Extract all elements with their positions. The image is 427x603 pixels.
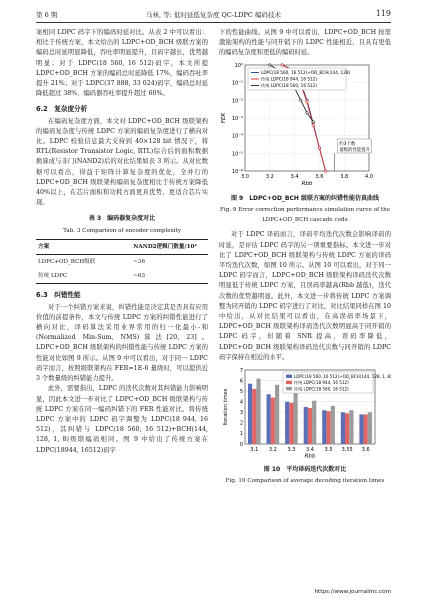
x-tick-label: 4.0 xyxy=(365,173,373,180)
data-point xyxy=(306,100,308,102)
bar xyxy=(267,394,271,444)
legend-swatch xyxy=(286,387,292,391)
bar xyxy=(349,410,353,444)
bar xyxy=(359,414,363,444)
bar xyxy=(304,407,308,444)
y-tick-label: 2 xyxy=(239,420,243,427)
running-title: 马林, 等: 低时延低复杂度 QC-LDPC 编码技术 xyxy=(146,11,281,19)
x-axis-label: Rbb xyxy=(304,453,316,459)
x-tick-label: 3.0 xyxy=(241,173,249,180)
y-tick-label: 1 xyxy=(239,431,243,438)
bar xyxy=(271,398,275,445)
legend-label: LDPC(18 560, 16 512)+OD_BCH(144, 128) xyxy=(261,69,351,75)
table-cell: LDPC+OD_BCH级联 xyxy=(38,259,96,266)
paragraph: 对于 LDPC 译码而言，译码平均迭代次数会影响译码的时延，是评估 LDPC 码字的另一项重要指标。本文进一步对比了 LDPC+OD_BCH 级联架构与传统 LDPC 方案的译码平均迭代次数，如图 10 所示。从图 10 可以看出，对于同一 LDPC 码字而言，LDPC+OD_BCH 级联架构译码迭代次数明显低于传统 LDPC 方案，且误码率越高(Rbb 越低)，迭代次数的优势越明显。此外，本文进一步将传统 LDPC 方案调整为同开销的 LDPC 码字进行了对比，对比结果同样在图 10 中给出，从对比结果可以看出，在高误码率场景下，LDPC+OD_BCH 级联架构译码迭代次数明显高于同开销的 LDPC 码字，但随着 SNR 提高，误码率降低，LDPC+OD_BCH 级联架构译码迭代次数与同开销的 LDPC 码字保持在相近的水平。 xyxy=(219,231,391,361)
legend-swatch xyxy=(286,375,292,379)
legend-label: 传统 LDPC(18 560, 16 512) xyxy=(294,386,349,392)
bar xyxy=(327,411,331,444)
x-tick-label: 3.3 xyxy=(287,447,296,454)
iteration-chart xyxy=(219,366,391,458)
table-header: NAND2逻辑门数量/10⁴ xyxy=(133,243,197,250)
table-title: 表 3 编码器复杂度对比 xyxy=(88,215,156,223)
data-point xyxy=(324,169,326,171)
bar xyxy=(345,413,349,444)
y-tick-label: 10⁻¹ xyxy=(231,80,243,87)
x-tick-label: 3.55 xyxy=(341,447,353,454)
bar xyxy=(294,393,298,444)
table-header: 方案 xyxy=(38,243,50,250)
x-tick-label: 3.2 xyxy=(268,447,277,454)
legend-swatch xyxy=(286,381,292,385)
data-point xyxy=(300,99,302,101)
right-column xyxy=(219,28,391,487)
x-tick-label: 3.4 xyxy=(306,447,314,454)
y-axis-label: Iteration times xyxy=(223,388,229,426)
bar xyxy=(252,389,256,444)
y-tick-label: 4 xyxy=(239,399,243,406)
x-tick-label: 3.5 xyxy=(324,447,333,454)
x-tick-label: 3.1 xyxy=(250,447,259,454)
paragraph: 此外，需要指出，LDPC 的迭代次数对其纠错能力影响明显，因此本文进一步对比了 LDPC+OD_BCH 级联架构与传统 LDPC 方案在同一编码纠错下的 FER 性能对比。将传统 LDPC 方案中的 LDPC 码字调整为 LDPC(18 944, 16 512)，其纠错与 LDPC(18 560, 16 512)+BCH(144, 128, 1, 8)级联编码相同。图 9 中给出了传统方案在 LDPC(18944, 16512)码字 xyxy=(36,385,208,454)
bar xyxy=(331,406,335,444)
y-tick-label: 3 xyxy=(239,410,243,417)
legend-label: LDPC(18 560, 16 512)+OD_BCH(144, 128, 1, 8) xyxy=(294,374,391,380)
journal-url: https://www.journalmc.com xyxy=(314,589,391,595)
y-tick-label: 10⁻² xyxy=(231,97,243,104)
bar xyxy=(322,410,326,444)
figure-caption: 图 10 平均译码迭代次数对比 xyxy=(263,466,347,474)
complexity-table xyxy=(36,239,208,285)
x-axis-label: Rbb xyxy=(301,180,313,187)
issue-number: 第 6 期 xyxy=(36,11,58,19)
y-tick-label: 6 xyxy=(239,378,243,385)
bar xyxy=(289,403,293,444)
table-row xyxy=(36,269,208,284)
bar xyxy=(256,379,260,445)
figure-caption-en: Fig. 9 Error correction performance simulation curve of the LDPC+OD_BCH cascade code xyxy=(219,207,391,224)
paragraph: 对于一个纠错方案来说，纠错性能是决定其是否具有应用价值的前提条件，本文与传统 LDPC 方案的纠错性能进行了横向对比，译码算法采用业界常用的归一化最小-和(Normalized Min-Sum, NMS)算法[20, 23]。LDPC+OD_BCH 级联架构的纠错性能与传统 LDPC 方案的性能对比如图 9 所示。从图 9 中可以看出，对于同一 LDPC 码字而言，按照级联架构在 FER=1E-6 量级时，可以提供近 3 个数量级的纠错能力提升。 xyxy=(36,303,208,383)
data-point xyxy=(312,123,314,125)
fer-chart xyxy=(219,59,391,187)
y-tick-label: 10⁻⁵ xyxy=(231,150,243,157)
figure-10 xyxy=(219,366,391,462)
data-point xyxy=(318,146,320,148)
legend xyxy=(248,68,351,90)
x-tick-label: 3.8 xyxy=(340,173,349,180)
bar xyxy=(312,401,316,444)
legend-label: 传统 LDPC(18 944, 16 512) xyxy=(294,380,349,386)
table-title-en: Tab. 3 Comparison of encoder complexity xyxy=(63,227,181,234)
data-point xyxy=(269,63,271,65)
page-number: 119 xyxy=(375,9,391,18)
figure-9 xyxy=(219,59,391,191)
bar xyxy=(248,384,252,444)
table-cell: ~63 xyxy=(133,273,146,280)
figure-caption-en: Fig. 10 Comparison of average decoding iteration times xyxy=(225,478,385,485)
bar xyxy=(285,402,289,444)
table-cell: ~36 xyxy=(133,259,146,266)
y-axis-label: FER xyxy=(221,112,227,123)
y-tick-label: 5 xyxy=(239,389,243,396)
bar xyxy=(275,385,279,444)
bar xyxy=(308,408,312,444)
annotation-text: 约3个数 xyxy=(339,141,356,147)
x-tick-label: 3.2 xyxy=(265,173,274,180)
table-header-row xyxy=(36,239,208,254)
data-point xyxy=(281,63,283,65)
y-tick-label: 0 xyxy=(239,441,243,448)
paragraph: 案相同 LDPC 码字下的编码时延对比。从表 2 中可以看出：相比于传统方案，本文给出的 LDPC+OD_BCH 级联方案的编码总时延明显降低，吞吐率明显提升，且码字越长，优势越明显；对于 LDPC(18 560, 16 512)码字，本文所提 LDPC+OD_BCH 方案的编码总时延降低 17%，编码吞吐率提升 21%；对于 LDPC(37 888, 33 024)码字，编码总时延降低超过 38%，编码器吞吐率提升超过 60%。 xyxy=(36,29,208,98)
legend-label: 传统 LDPC(18 944, 16 512) xyxy=(261,76,317,82)
paragraph: 下的性能曲线。从图 9 中可以看出，LDPC+OD_BCH 按需激励架构的性能与同开销下的 LDPC 性能相近，且具有更低的编码复杂度和更低的编码时延。 xyxy=(219,29,391,57)
data-point xyxy=(312,120,314,122)
bar xyxy=(368,412,372,444)
y-tick-label: 10⁻³ xyxy=(231,115,243,122)
left-column xyxy=(36,28,208,456)
bar xyxy=(341,412,345,444)
paragraph: 在编码复杂度方面，本文对 LDPC+OD_BCH 级联架构的编码复杂度与传统 LDPC 方案的编码复杂度进行了横向对比。LDPC 校验信息最大支持到 40×128 bit 情况下，将 RTL(Resistor Transistor Logic, RTL)综合后的面积数据换算成与非门(NAND2)后的对比结果如表 3 所示。从对比数据可以看出，得益于矩阵计算复杂度的优化，全并行的 LDPC+OD_BCH 级联架构编码复杂度相比于传统方案降低 40%以上，在芯片面积和功耗方面更具优势，更适合芯片实现。 xyxy=(36,117,208,207)
y-tick-label: 7 xyxy=(239,367,243,374)
table-cell: 传统 LDPC xyxy=(38,273,68,280)
y-tick-label: 10⁻⁴ xyxy=(231,133,243,140)
table-row xyxy=(36,255,208,270)
x-tick-label: 3.6 xyxy=(361,447,370,454)
y-tick-label: 10⁻⁶ xyxy=(231,168,243,175)
data-point xyxy=(306,111,308,113)
running-header xyxy=(36,10,391,22)
section-heading: 6.3 纠错性能 xyxy=(36,291,81,300)
section-heading: 6.2 复杂度分析 xyxy=(36,105,88,114)
figure-caption: 图 9 LDPC+OD_BCH 级联方案的纠错性能仿真曲线 xyxy=(230,194,380,202)
x-tick-label: 3.6 xyxy=(315,173,324,180)
bar xyxy=(364,414,368,444)
annotation-text: 量级的性能提升 xyxy=(339,147,371,153)
header-rule xyxy=(36,22,391,23)
legend-label: 传统 LDPC(18 560, 16 512) xyxy=(261,82,317,88)
x-tick-label: 3.4 xyxy=(290,173,299,180)
y-tick-label: 10⁰ xyxy=(234,62,243,69)
